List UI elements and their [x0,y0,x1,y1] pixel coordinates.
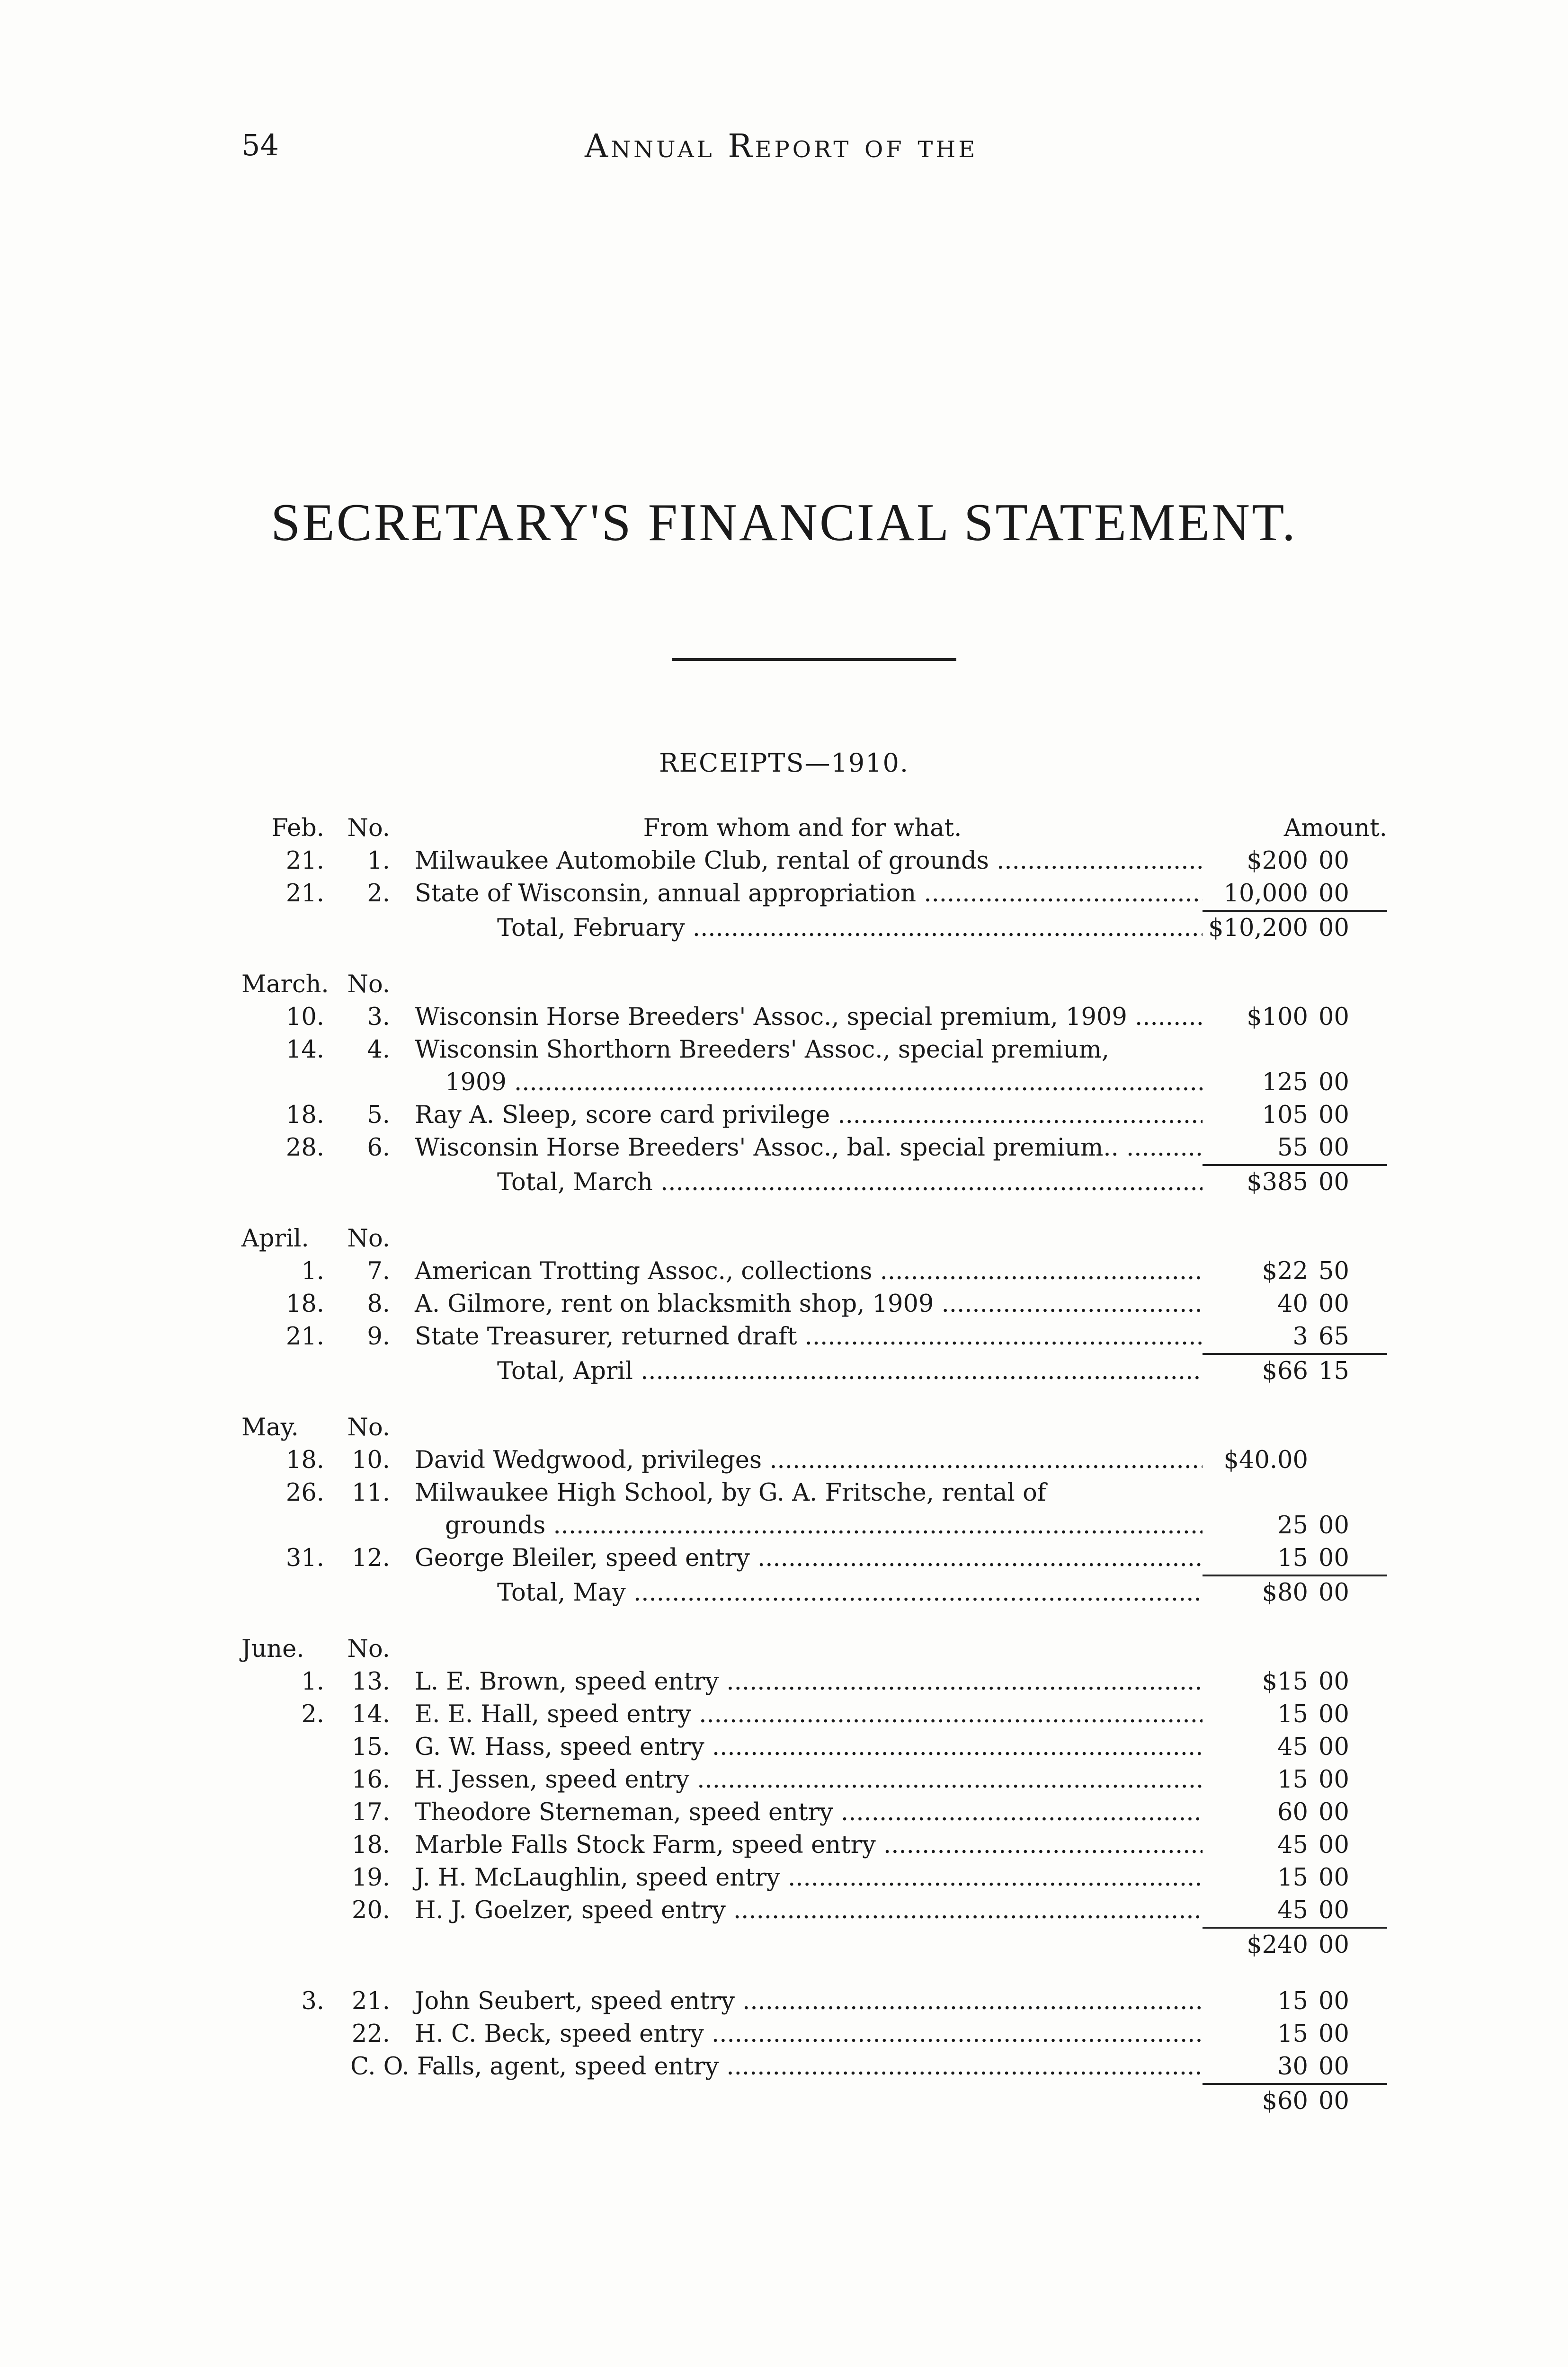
entry-number: 21. [351,1987,390,2015]
table-row [241,1033,1387,1066]
total-label [402,912,1203,944]
total-label [402,1576,1203,1609]
total-amount-cents: 00 [1319,1579,1349,1607]
total-amount-dollars: $60 [1262,2087,1308,2115]
month-heading-row [241,1222,1387,1255]
entry-amount-dollars: 45 [1277,1733,1308,1761]
entry-date [241,1763,339,1796]
entry-amount-dollars [1203,1477,1319,1509]
entry-description [402,1542,1203,1575]
total-row [241,2085,1387,2118]
entry-number: 3. [367,1003,390,1031]
entry-description-text: E. E. Hall, speed entry [415,1700,691,1728]
entry-amount-dollars: $200 [1247,847,1308,875]
entry-amount-dollars: $40.00 [1223,1446,1308,1474]
month-spacer [402,968,1203,1001]
entry-description-text: G. W. Hass, speed entry [415,1733,704,1761]
total-spacer [339,912,402,944]
total-row [241,1929,1387,1961]
entry-date [241,2018,339,2050]
entry-description [402,1763,1203,1796]
entry-description [402,1131,1203,1165]
total-label [402,1355,1203,1388]
table-row [241,1255,1387,1288]
table-row [241,1542,1387,1575]
entry-description-text: American Trotting Assoc., collections [415,1257,873,1285]
total-row [241,1355,1387,1388]
entry-amount-cents: 00 [1319,880,1349,908]
entry-description [402,1731,1203,1763]
group-spacer-cell [241,1961,1387,1985]
entry-date: 14. [285,1036,324,1064]
entry-amount-dollars: 45 [1277,1896,1308,1924]
table-row [241,1796,1387,1829]
entry-amount-dollars: 15 [1277,1544,1308,1572]
entry-description [402,1796,1203,1829]
entry-description-text: 1909 [445,1068,507,1096]
entry-description-text: grounds [445,1512,546,1539]
month-spacer [1203,1222,1319,1255]
table-row [241,1665,1387,1698]
no-label: No. [347,1635,390,1663]
entry-description-text: J. H. McLaughlin, speed entry [415,1864,780,1892]
entry-number: 10. [351,1446,390,1474]
total-label-text: Total, March [497,1168,653,1196]
entry-amount-cents: 50 [1319,1257,1349,1285]
title-rule [672,658,956,661]
entry-description [402,1033,1203,1066]
entry-description-text: Wisconsin Horse Breeders' Assoc., bal. special premium.. [415,1134,1119,1162]
entry-description-text: Marble Falls Stock Farm, speed entry [415,1831,876,1859]
group-spacer-cell [241,1199,1387,1222]
entry-description [402,877,1203,911]
table-row [241,1698,1387,1731]
table-row [241,1444,1387,1477]
entry-number: 11. [351,1479,390,1507]
entry-date [241,1509,339,1542]
entry-amount-cents: 00 [1319,1512,1349,1539]
total-label [402,1166,1203,1199]
entry-amount-cents: 00 [1319,1987,1349,2015]
month-label: April. [241,1225,309,1253]
entry-number: 9. [367,1323,390,1351]
table-row [241,1288,1387,1320]
table-row [241,877,1387,911]
entry-date: 21. [285,847,324,875]
entry-description-text: H. C. Beck, speed entry [415,2020,704,2048]
entry-description [402,1288,1203,1320]
entry-number: 2. [367,880,390,908]
entry-description-text: L. E. Brown, speed entry [415,1668,719,1696]
entry-amount-dollars: 55 [1277,1134,1308,1162]
entry-amount-cents: 00 [1319,1798,1349,1826]
month-spacer [402,1411,1203,1444]
total-amount-dollars: $66 [1262,1357,1308,1385]
total-label [402,1929,1203,1961]
entry-description-text: Milwaukee Automobile Club, rental of grounds [415,847,989,875]
entry-description-text: State Treasurer, returned draft [415,1323,797,1351]
total-amount-cents: 00 [1319,2087,1349,2115]
header-no: No. [347,814,390,842]
entry-date: 31. [285,1544,324,1572]
entry-date [241,1066,339,1099]
table-header-row [241,812,1387,845]
total-amount-dollars: $80 [1262,1579,1308,1607]
entry-amount-cents: 00 [1319,847,1349,875]
total-spacer [241,1166,339,1199]
entry-date: 1. [301,1257,324,1285]
total-amount-cents: 15 [1319,1357,1349,1385]
total-amount-cents: 00 [1319,1931,1349,1959]
entry-number: 4. [367,1036,390,1064]
table-row [241,1131,1387,1165]
entry-amount-dollars: 45 [1277,1831,1308,1859]
total-amount-dollars: $385 [1247,1168,1308,1196]
total-spacer [339,1929,402,1961]
entry-date: 10. [285,1003,324,1031]
entry-date [241,1894,339,1928]
table-row [241,1731,1387,1763]
entry-description-text: Wisconsin Shorthorn Breeders' Assoc., special premium, [415,1036,1110,1064]
entry-date: 26. [285,1479,324,1507]
group-spacer-row [241,1388,1387,1411]
entry-amount-dollars: 15 [1277,1700,1308,1728]
entry-description [241,2050,1203,2084]
entry-date: 2. [301,1700,324,1728]
entry-amount-cents: 00 [1319,1003,1349,1031]
entry-amount-dollars: 15 [1277,1864,1308,1892]
total-amount-cents: 00 [1319,914,1349,942]
table-row [241,1763,1387,1796]
total-spacer [339,2085,402,2118]
entry-amount-dollars: 25 [1277,1512,1308,1539]
entry-description-text: John Seubert, speed entry [415,1987,735,2015]
entry-number [339,1509,402,1542]
entry-description-text: H. J. Goelzer, speed entry [415,1896,726,1924]
entry-number: 22. [351,2020,390,2048]
total-spacer [339,1576,402,1609]
entry-amount-dollars: 15 [1277,2020,1308,2048]
entry-description [402,1829,1203,1861]
entry-description [402,1861,1203,1894]
entry-number: 14. [351,1700,390,1728]
header-amount: Amount. [1283,814,1388,842]
table-row [241,1477,1387,1509]
entry-amount-dollars: $15 [1262,1668,1308,1696]
total-amount-dollars: $240 [1247,1931,1308,1959]
entry-amount-cents: 65 [1319,1323,1349,1351]
entry-description [402,1255,1203,1288]
month-spacer [1319,1633,1387,1665]
entry-amount-cents: 00 [1319,1101,1349,1129]
month-spacer [1203,968,1319,1001]
entry-date: 18. [285,1290,324,1318]
entry-date: 21. [285,880,324,908]
entry-amount-cents: 00 [1319,1896,1349,1924]
entry-number: 16. [351,1766,390,1794]
total-amount-cents: 00 [1319,1168,1349,1196]
entry-date: 21. [285,1323,324,1351]
entry-amount-dollars: 3 [1292,1323,1308,1351]
entry-description-text: Wisconsin Horse Breeders' Assoc., special premium, 1909 [415,1003,1127,1031]
total-spacer [339,1355,402,1388]
total-label-text: Total, April [497,1357,633,1385]
month-heading-row [241,1633,1387,1665]
entry-description [402,1698,1203,1731]
entry-number: 12. [351,1544,390,1572]
entry-amount-dollars: 15 [1277,1766,1308,1794]
entry-description-text: George Bleiler, speed entry [415,1544,750,1572]
total-spacer [241,1576,339,1609]
header-month: Feb. [271,814,324,842]
entry-date: 1. [301,1668,324,1696]
entry-amount-cents: 00 [1319,1831,1349,1859]
receipts-table [241,812,1387,2118]
entry-number: 17. [351,1798,390,1826]
entry-number: 19. [351,1864,390,1892]
total-spacer [339,1166,402,1199]
group-spacer-row [241,1609,1387,1633]
entry-amount-cents: 00 [1319,1668,1349,1696]
entry-amount-dollars [1203,1033,1319,1066]
entry-amount-dollars: 40 [1277,1290,1308,1318]
month-spacer [1319,968,1387,1001]
total-spacer [241,912,339,944]
entry-amount-cents [1319,1477,1387,1509]
entry-description [402,2018,1203,2050]
month-heading-row [241,1411,1387,1444]
entry-description-text: Theodore Sterneman, speed entry [415,1798,833,1826]
table-row [241,1894,1387,1928]
entry-number: 5. [367,1101,390,1129]
entry-description [402,1665,1203,1698]
table-row [241,1509,1387,1542]
entry-amount-cents: 00 [1319,1766,1349,1794]
group-spacer-row [241,1961,1387,1985]
no-label: No. [347,1225,390,1253]
entry-description [402,1509,1203,1542]
table-row [241,1861,1387,1894]
total-spacer [241,1929,339,1961]
entry-description [402,1477,1203,1509]
entry-amount-dollars: 60 [1277,1798,1308,1826]
month-spacer [402,1633,1203,1665]
month-spacer [1203,1411,1319,1444]
header-description: From whom and for what. [643,814,962,842]
page-number: 54 [241,128,279,162]
section-title: RECEIPTS—1910. [659,748,909,778]
entry-amount-cents: 00 [1319,2020,1349,2048]
entry-amount-cents: 00 [1319,1700,1349,1728]
entry-description [402,1985,1203,2018]
entry-amount-cents: 00 [1319,1134,1349,1162]
running-title: Annual Report of the [585,128,978,165]
entry-amount-dollars: 15 [1277,1987,1308,2015]
entry-number: 7. [367,1257,390,1285]
table-row [241,1099,1387,1131]
entry-description [402,845,1203,877]
entry-date [241,1731,339,1763]
entry-description [402,1099,1203,1131]
group-spacer-cell [241,1388,1387,1411]
entry-number: 1. [367,847,390,875]
total-spacer [241,2085,339,2118]
entry-amount-cents: 00 [1319,1290,1349,1318]
table-row [241,1001,1387,1033]
month-label: May. [241,1414,299,1442]
table-row [241,1985,1387,2018]
entry-amount-dollars: $22 [1262,1257,1308,1285]
month-spacer [1319,1411,1387,1444]
entry-number: 20. [351,1896,390,1924]
month-label: March. [241,970,329,998]
entry-date [241,1796,339,1829]
running-head [241,128,1378,170]
month-spacer [402,1222,1203,1255]
entry-amount-cents: 00 [1319,1544,1349,1572]
entry-amount-dollars: 10,000 [1223,880,1308,908]
entry-description [402,1320,1203,1354]
entry-description-text: Ray A. Sleep, score card privilege [415,1101,830,1129]
entry-number: 15. [351,1733,390,1761]
total-spacer [241,1355,339,1388]
table-row [241,2050,1387,2084]
table-row [241,1320,1387,1354]
entry-description [402,1444,1203,1477]
group-spacer-cell [241,944,1387,968]
total-label-text: Total, February [497,914,685,942]
no-label: No. [347,970,390,998]
table-row [241,1829,1387,1861]
entry-date [241,1829,339,1861]
entry-amount-dollars: 30 [1277,2053,1308,2081]
entry-number: 8. [367,1290,390,1318]
entry-amount-cents [1319,1444,1387,1477]
total-row [241,912,1387,944]
entry-date: 3. [301,1987,324,2015]
table-row [241,1066,1387,1099]
table-row [241,2018,1387,2050]
entry-description-text: State of Wisconsin, annual appropriation [415,880,917,908]
entry-date [241,1861,339,1894]
entry-amount-dollars: 105 [1262,1101,1308,1129]
total-row [241,1166,1387,1199]
entry-description-text: C. O. Falls, agent, speed entry [350,2053,719,2081]
entry-amount-dollars: 125 [1262,1068,1308,1096]
entry-number: 13. [351,1668,390,1696]
group-spacer-row [241,1199,1387,1222]
total-amount-dollars: $10,200 [1208,914,1308,942]
entry-number: 18. [351,1831,390,1859]
month-label: June. [241,1635,304,1663]
table-row [241,845,1387,877]
entry-amount-cents: 00 [1319,1733,1349,1761]
month-heading-row [241,968,1387,1001]
entry-description-text: A. Gilmore, rent on blacksmith shop, 1909 [415,1290,934,1318]
entry-description-text: Milwaukee High School, by G. A. Fritsche, rental of [415,1479,1046,1507]
total-label [402,2085,1203,2118]
no-label: No. [347,1414,390,1442]
entry-amount-cents: 00 [1319,1864,1349,1892]
entry-amount-cents: 00 [1319,1068,1349,1096]
page-title: SECRETARY'S FINANCIAL STATEMENT. [270,493,1298,552]
total-row [241,1576,1387,1609]
entry-number: 6. [367,1134,390,1162]
group-spacer-cell [241,1609,1387,1633]
entry-amount-dollars: $100 [1247,1003,1308,1031]
entry-description [402,1894,1203,1928]
month-spacer [1203,1633,1319,1665]
entry-description [402,1066,1203,1099]
entry-amount-cents: 00 [1319,2053,1349,2081]
entry-description-text: H. Jessen, speed entry [415,1766,690,1794]
entry-date: 18. [285,1101,324,1129]
month-spacer [1319,1222,1387,1255]
receipts-table-body [241,812,1387,2118]
entry-amount-cents [1319,1033,1387,1066]
total-label-text: Total, May [497,1579,626,1607]
entry-date: 28. [285,1134,324,1162]
entry-description [402,1001,1203,1033]
entry-description-text: David Wedgwood, privileges [415,1446,762,1474]
group-spacer-row [241,944,1387,968]
entry-date: 18. [285,1446,324,1474]
entry-number [339,1066,402,1099]
